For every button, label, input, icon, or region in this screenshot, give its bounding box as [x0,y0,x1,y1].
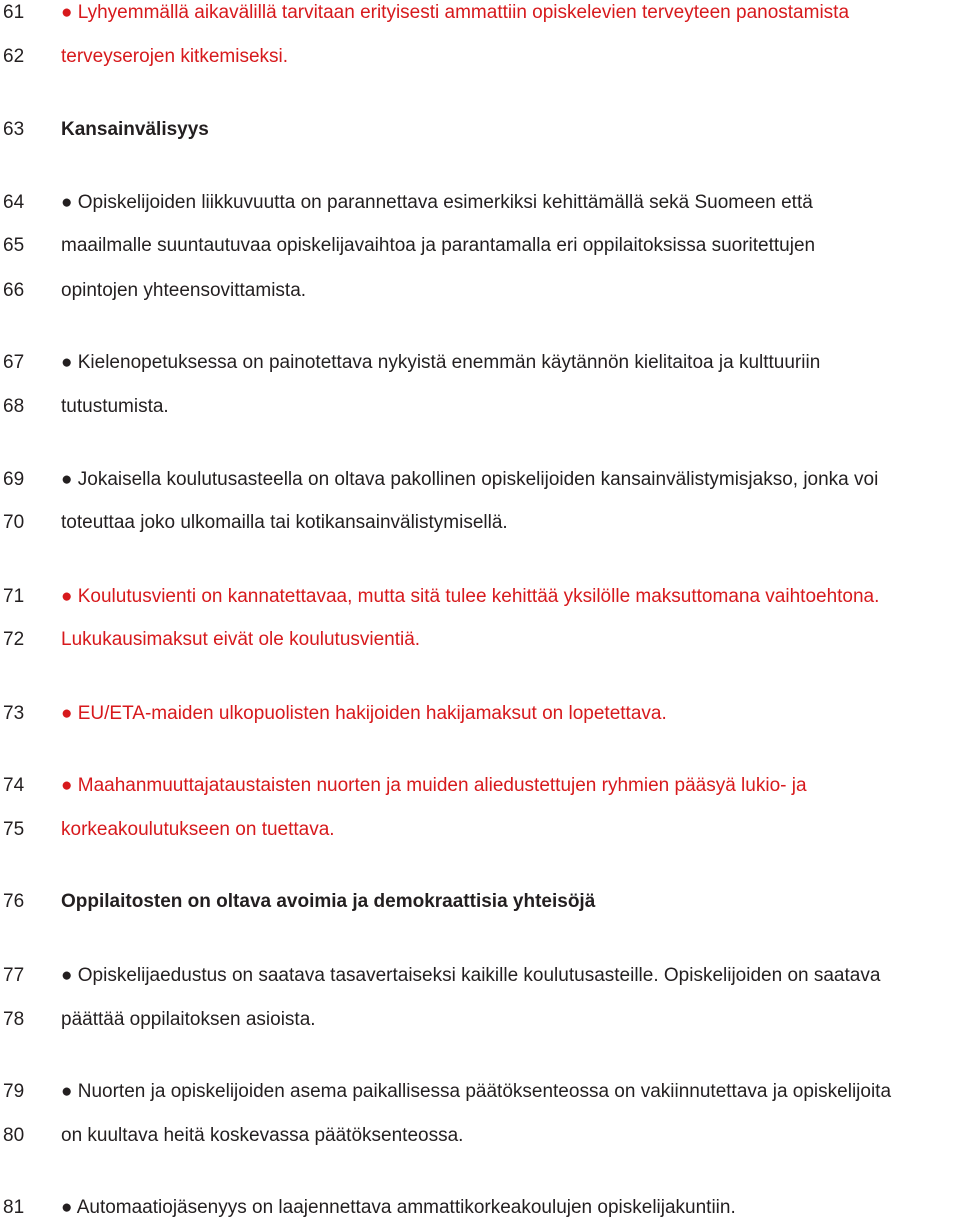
line-62 [0,41,960,73]
line-78 [0,1004,960,1036]
line-64 [0,187,960,219]
line-number: 71 [3,586,25,607]
line-number: 76 [3,891,25,912]
line-74 [0,770,960,802]
line-73 [0,698,960,730]
line-text: ● Jokaisella koulutusasteella on oltava pakollinen opiskelijoiden kansainvälistymisjakso, jonka voi [61,469,879,490]
line-text: ● EU/ETA-maiden ulkopuolisten hakijoiden hakijamaksut on lopetettava. [61,703,667,724]
line-text: ● Maahanmuuttajataustaisten nuorten ja muiden aliedustettujen ryhmien pääsyä lukio- ja [61,775,807,796]
line-text: ● Automaatiojäsenyys on laajennettava ammattikorkeakoulujen opiskelijakuntiin. [61,1197,736,1218]
line-text: ● Opiskelijoiden liikkuvuutta on parannettava esimerkiksi kehittämällä sekä Suomeen että [61,192,813,213]
line-79 [0,1076,960,1108]
line-number: 66 [3,280,25,301]
line-77 [0,960,960,992]
line-text: korkeakoulutukseen on tuettava. [61,819,335,840]
line-68 [0,391,960,423]
line-text: ● Kielenopetuksessa on painotettava nykyistä enemmän käytännön kielitaitoa ja kulttuuriin [61,352,821,373]
line-text: tutustumista. [61,396,169,417]
line-text: päättää oppilaitoksen asioista. [61,1009,316,1030]
line-61 [0,0,960,29]
line-81 [0,1192,960,1224]
line-number: 69 [3,469,25,490]
line-number: 75 [3,819,25,840]
line-72 [0,624,960,656]
line-text: terveyserojen kitkemiseksi. [61,46,289,67]
line-number: 64 [3,192,25,213]
line-text: toteuttaa joko ulkomailla tai kotikansainvälistymisellä. [61,512,508,533]
section-heading: Kansainvälisyys [61,119,209,140]
section-heading: Oppilaitosten on oltava avoimia ja demokraattisia yhteisöjä [61,891,596,912]
line-number: 74 [3,775,25,796]
line-70 [0,507,960,539]
line-65 [0,230,960,262]
line-76 [0,886,960,918]
line-number: 61 [3,2,25,23]
line-number: 72 [3,629,25,650]
line-number: 78 [3,1009,25,1030]
line-number: 81 [3,1197,25,1218]
line-66 [0,275,960,307]
line-number: 80 [3,1125,25,1146]
line-text: ● Opiskelijaedustus on saatava tasavertaiseksi kaikille koulutusasteille. Opiskelijoiden on saatava [61,965,881,986]
line-75 [0,814,960,846]
line-number: 62 [3,46,25,67]
line-text: ● Koulutusvienti on kannatettavaa, mutta sitä tulee kehittää yksilölle maksuttomana vaihtoehtona. [61,586,880,607]
line-number: 63 [3,119,25,140]
line-71 [0,581,960,613]
line-number: 79 [3,1081,25,1102]
line-69 [0,464,960,496]
line-number: 67 [3,352,25,373]
line-number: 77 [3,965,25,986]
line-text: opintojen yhteensovittamista. [61,280,307,301]
line-number: 65 [3,235,25,256]
line-80 [0,1120,960,1152]
line-number: 73 [3,703,25,724]
line-67 [0,347,960,379]
line-number: 68 [3,396,25,417]
line-text: on kuultava heitä koskevassa päätöksenteossa. [61,1125,464,1146]
line-text: ● Lyhyemmällä aikavälillä tarvitaan erityisesti ammattiin opiskelevien terveyteen panostamista [61,2,850,23]
line-63 [0,114,960,146]
line-text: maailmalle suuntautuvaa opiskelijavaihtoa ja parantamalla eri oppilaitoksissa suoritettujen [61,235,816,256]
line-number: 70 [3,512,25,533]
line-text: ● Nuorten ja opiskelijoiden asema paikallisessa päätöksenteossa on vakiinnutettava ja opiskelijoita [61,1081,892,1102]
line-text: Lukukausimaksut eivät ole koulutusvientiä. [61,629,421,650]
